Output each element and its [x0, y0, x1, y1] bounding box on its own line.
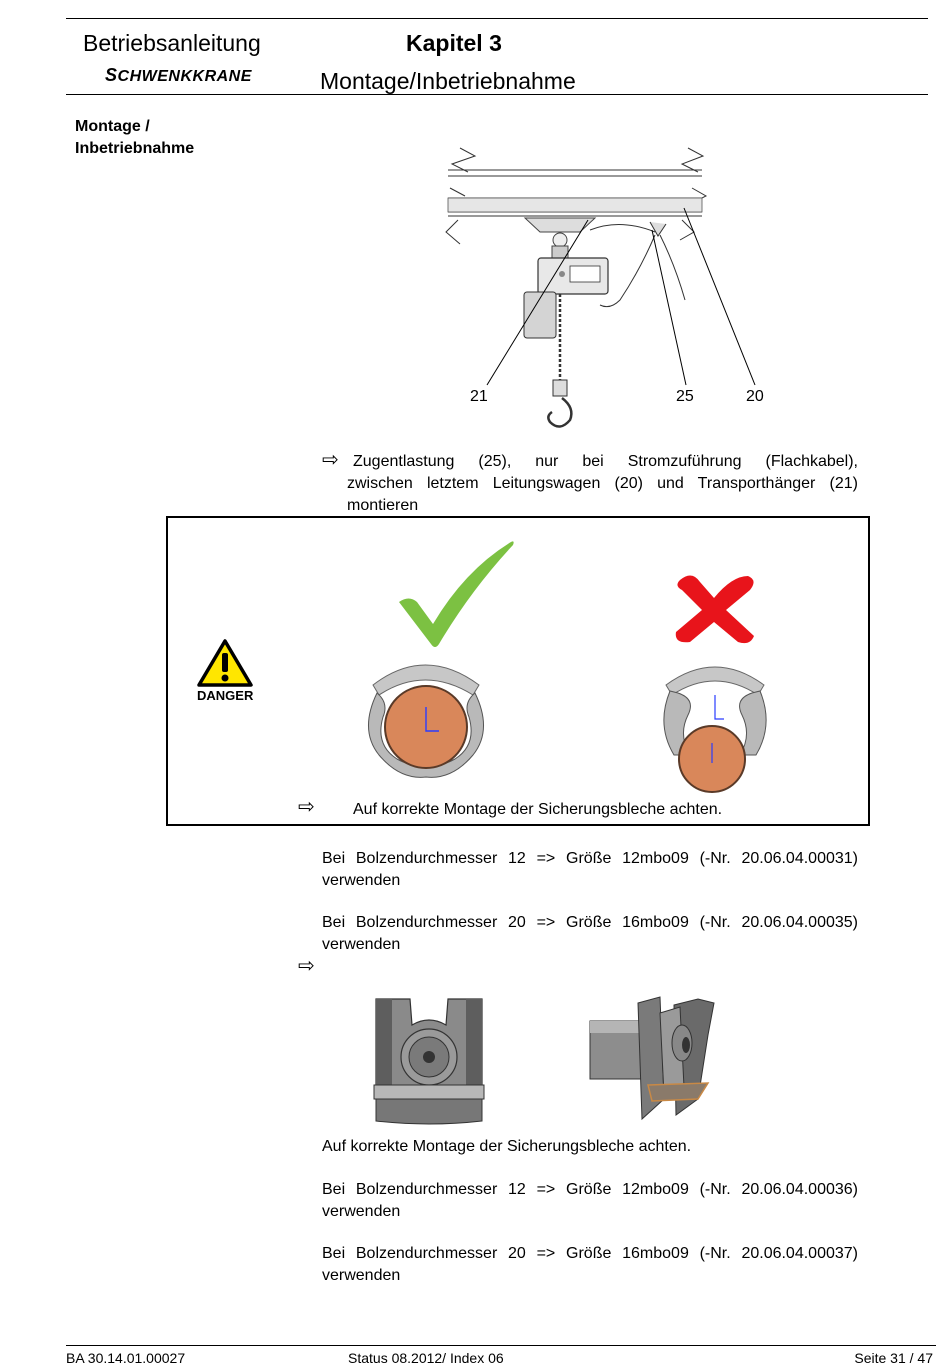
danger-note: Auf korrekte Montage der Sicherungsbleche achten.: [353, 801, 723, 818]
bolt-size-paragraph-3: [322, 1179, 858, 1223]
incorrect-clip-illustration: [660, 655, 770, 795]
section-heading-line1: Montage /: [75, 118, 150, 135]
paragraph-line1: Bei Bolzendurchmesser 20 => Größe 16mbo09 (-Nr. 20.06.04.00037): [322, 1245, 858, 1262]
section-heading: [75, 116, 194, 160]
chapter-subtitle: Montage/Inbetriebnahme: [320, 68, 576, 94]
check-mark-icon: [395, 540, 520, 650]
chapter-title: Kapitel 3: [406, 30, 502, 56]
header-bottom-rule: [66, 94, 928, 95]
doc-number: BA 30.14.01.00027: [66, 1350, 186, 1366]
paragraph-line1: Bei Bolzendurchmesser 12 => Größe 12mbo09 (-Nr. 20.06.04.00036): [322, 1181, 858, 1198]
header-top-rule: [66, 18, 928, 19]
subtitle-rest: CHWENKKRANE: [117, 68, 252, 85]
product-subtitle: [105, 65, 252, 86]
paragraph-line1: Bei Bolzendurchmesser 12 => Größe 12mbo09 (-Nr. 20.06.04.00031): [322, 850, 858, 867]
correct-clip-illustration: [365, 655, 487, 780]
callout-21: 21: [470, 388, 488, 405]
instruction-line1: Zugentlastung (25), nur bei Stromzuführung (Flachkabel),: [353, 453, 858, 470]
paragraph-line2: verwenden: [322, 1203, 401, 1220]
paragraph-line2: verwenden: [322, 936, 401, 953]
bolt-size-paragraph-4: [322, 1243, 858, 1287]
clip-side-view-illustration: [588, 995, 720, 1123]
footer-rule: [66, 1345, 936, 1346]
callout-25: 25: [676, 388, 694, 405]
bolt-size-paragraph-1: [322, 848, 858, 892]
document-title: Betriebsanleitung: [83, 30, 261, 56]
instruction-line2: zwischen letztem Leitungswagen (20) und Transporthänger (21): [347, 475, 858, 492]
arrow-right-outline-icon: ⇨: [298, 955, 315, 977]
danger-label: DANGER: [197, 688, 254, 703]
section-heading-line2: Inbetriebnahme: [75, 140, 195, 157]
instruction-line3: montieren: [347, 497, 419, 514]
bolt-size-paragraph-2: [322, 912, 858, 956]
arrow-right-outline-icon: ⇨: [322, 449, 339, 471]
instruction-strain-relief: [347, 451, 858, 517]
paragraph-line2: verwenden: [322, 872, 401, 889]
callout-20: 20: [746, 388, 764, 405]
paragraph-line2: verwenden: [322, 1267, 401, 1284]
arrow-right-outline-icon: ⇨: [298, 796, 315, 818]
subtitle-initial: S: [105, 65, 118, 85]
page-number: Seite 31 / 47: [854, 1350, 933, 1366]
clip-note: Auf korrekte Montage der Sicherungsbleche achten.: [322, 1138, 692, 1155]
danger-warning-icon: [196, 638, 254, 688]
status-index: Status 08.2012/ Index 06: [348, 1350, 504, 1366]
cross-mark-icon: [670, 568, 760, 648]
clip-front-view-illustration: [372, 995, 486, 1127]
paragraph-line1: Bei Bolzendurchmesser 20 => Größe 16mbo09 (-Nr. 20.06.04.00035): [322, 914, 858, 931]
